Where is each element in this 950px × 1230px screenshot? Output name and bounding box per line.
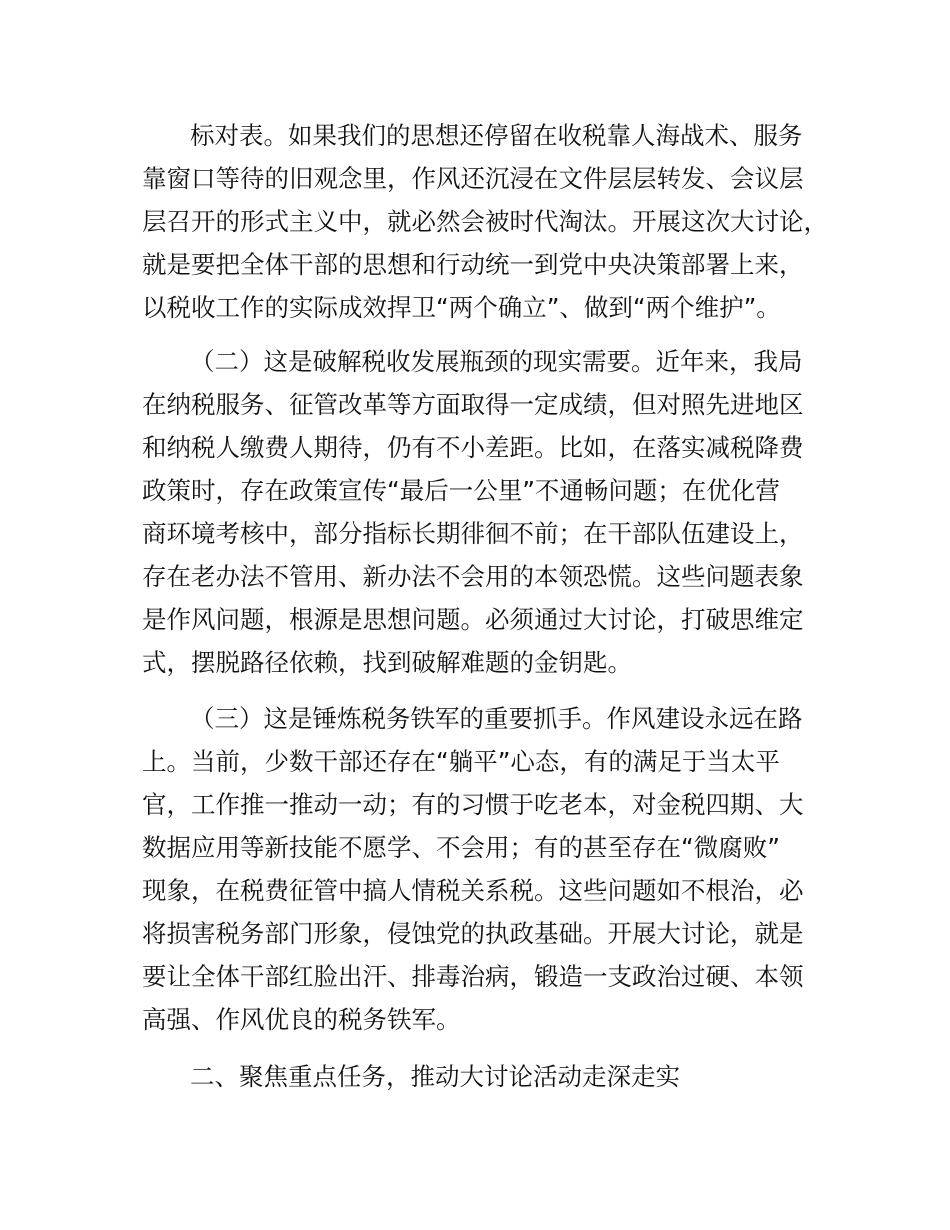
text-line: 在纳税服务、征管改革等方面取得一定成绩，但对照先进地区 xyxy=(142,390,804,419)
text-line: 高强、作风优良的税务铁军。 xyxy=(142,1005,461,1034)
text-line: 式，摆脱路径依赖，找到破解难题的金钥匙。 xyxy=(142,648,632,677)
text-line: 官，工作推一推动一动；有的习惯于吃老本，对金税四期、大 xyxy=(142,790,804,819)
text-line: 要让全体干部红脸出汗、排毒治病，锻造一支政治过硬、本领 xyxy=(142,962,804,991)
text-line: 就是要把全体干部的思想和行动统一到党中央决策部署上来， xyxy=(142,250,804,279)
text-line: 和纳税人缴费人期待，仍有不小差距。比如，在落实减税降费 xyxy=(142,433,804,462)
text-line: 存在老办法不管用、新办法不会用的本领恐慌。这些问题表象 xyxy=(142,562,804,591)
text-line: （二）这是破解税收发展瓶颈的现实需要。近年来，我局 xyxy=(190,347,803,376)
text-line: 标对表。如果我们的思想还停留在收税靠人海战术、服务 xyxy=(190,121,803,150)
text-line: 政策时，存在政策宣传“最后一公里”不通畅问题；在优化营 xyxy=(142,476,780,505)
text-line: 数据应用等新技能不愿学、不会用；有的甚至存在“微腐败” xyxy=(142,833,780,862)
section-heading: 二、聚焦重点任务，推动大讨论活动走深走实 xyxy=(190,1062,680,1091)
text-line: 现象，在税费征管中搞人情税关系税。这些问题如不根治，必 xyxy=(142,876,804,905)
text-line: 层召开的形式主义中，就必然会被时代淘汰。开展这次大讨论， xyxy=(142,207,828,236)
text-line: 以税收工作的实际成效捍卫“两个确立”、做到“两个维护”。 xyxy=(142,293,781,322)
text-line: 靠窗口等待的旧观念里，作风还沉浸在文件层层转发、会议层 xyxy=(142,164,804,193)
text-line: 上。当前，少数干部还存在“躺平”心态，有的满足于当太平 xyxy=(142,747,780,776)
text-line: 是作风问题，根源是思想问题。必须通过大讨论，打破思维定 xyxy=(142,605,804,634)
text-line: 商环境考核中，部分指标长期徘徊不前；在干部队伍建设上， xyxy=(142,519,804,548)
text-line: （三）这是锤炼税务铁军的重要抓手。作风建设永远在路 xyxy=(190,704,803,733)
text-line: 将损害税务部门形象，侵蚀党的执政基础。开展大讨论，就是 xyxy=(142,919,804,948)
